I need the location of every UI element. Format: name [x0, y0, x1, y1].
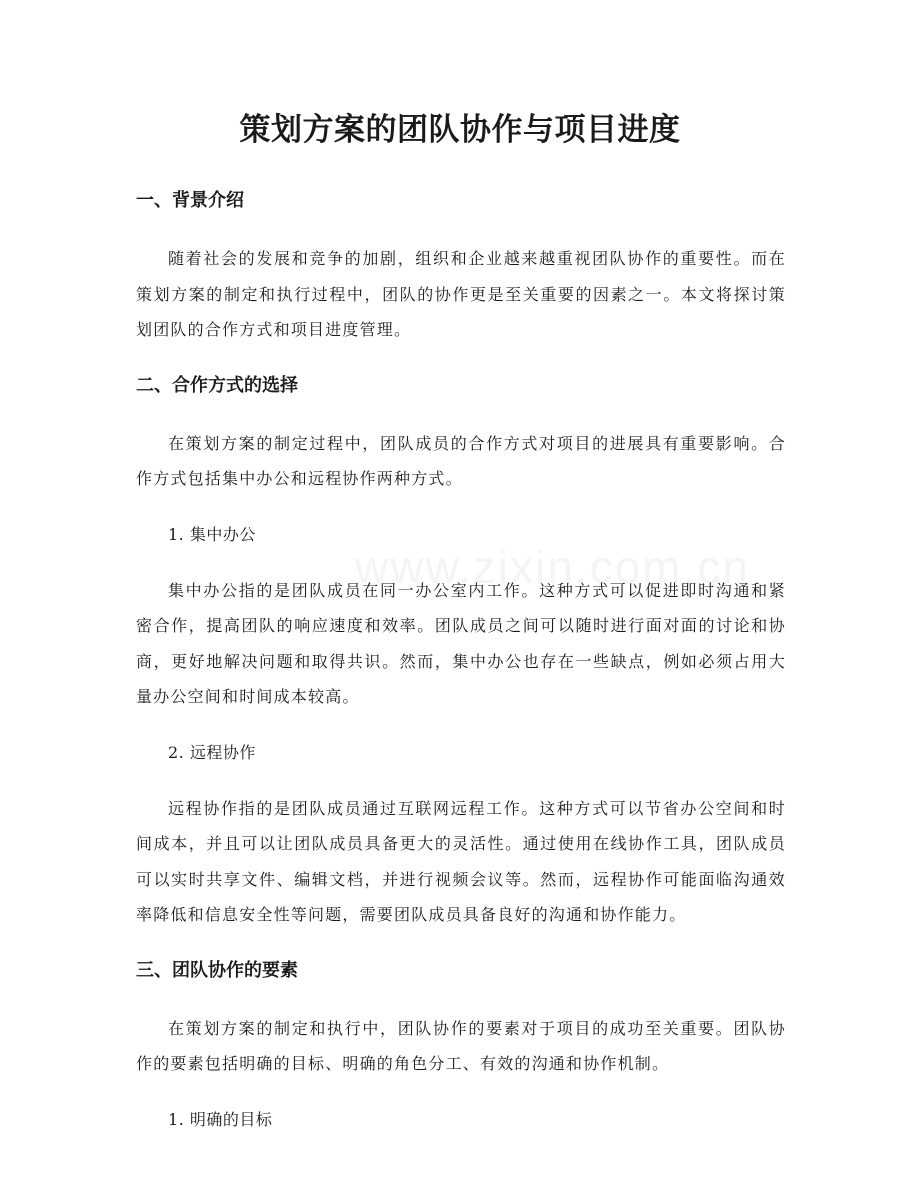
paragraph-centralized-office: 集中办公指的是团队成员在同一办公室内工作。这种方式可以促进即时沟通和紧密合作，提高团队的响应速度和效率。团队成员之间可以随时进行面对面的讨论和协商，更好地解决问题和取得共识。然而，集中办公也存在一些缺点，例如必须占用大量办公空间和时间成本较高。 [136, 580, 786, 706]
document-body [136, 183, 786, 1138]
paragraph-cooperation-intro: 在策划方案的制定过程中，团队成员的合作方式对项目的进展具有重要影响。合作方式包括集中办公和远程协作两种方式。 [136, 433, 786, 488]
list-item-remote-collaboration: 2. 远程协作 [168, 742, 256, 762]
paragraph-team-elements: 在策划方案的制定和执行中，团队协作的要素对于项目的成功至关重要。团队协作的要素包括明确的目标、明确的角色分工、有效的沟通和协作机制。 [136, 1018, 786, 1073]
paragraph-remote-collaboration: 远程协作指的是团队成员通过互联网远程工作。这种方式可以节省办公空间和时间成本，并且可以让团队成员具备更大的灵活性。通过使用在线协作工具，团队成员可以实时共享文件、编辑文档，并进行视频会议等。然而，远程协作可能面临沟通效率降低和信息安全性等问题，需要团队成员具备良好的沟通和协作能力。 [136, 798, 786, 924]
section-heading-team-elements: 三、团队协作的要素 [136, 959, 298, 981]
page-title: 策划方案的团队协作与项目进度 [239, 112, 681, 148]
section-heading-background: 一、背景介绍 [136, 190, 244, 211]
section-heading-cooperation: 二、合作方式的选择 [136, 374, 298, 396]
paragraph-background: 随着社会的发展和竞争的加剧，组织和企业越来越重视团队协作的重要性。而在策划方案的制定和执行过程中，团队的协作更是至关重要的因素之一。本文将探讨策划团队的合作方式和项目进度管理。 [136, 249, 786, 339]
list-item-clear-goals: 1. 明确的目标 [168, 1109, 273, 1129]
list-item-centralized-office: 1. 集中办公 [168, 524, 256, 544]
